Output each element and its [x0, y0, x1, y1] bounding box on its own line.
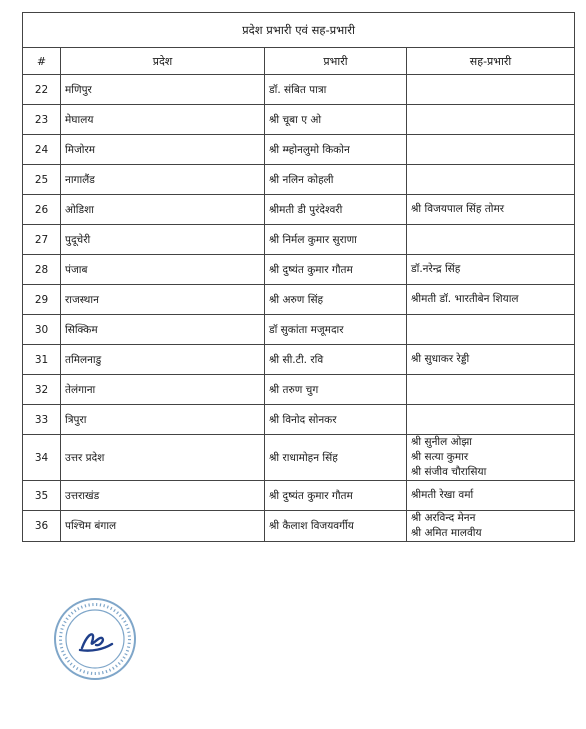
row-number: 24: [23, 135, 61, 165]
row-number: 29: [23, 285, 61, 315]
incharge-name: श्री चूबा ए ओ: [265, 105, 407, 135]
row-number: 31: [23, 345, 61, 375]
incharge-name: श्री दुष्यंत कुमार गौतम: [265, 481, 407, 511]
state-name: मणिपुर: [61, 75, 265, 105]
row-number: 26: [23, 195, 61, 225]
co-incharge-name: श्री सुनील ओझा: [411, 436, 472, 448]
co-incharge-cell: [407, 195, 575, 225]
co-incharge-name: श्रीमती रेखा वर्मा: [411, 489, 474, 501]
incharge-name: श्री राधामोहन सिंह: [265, 435, 407, 481]
co-incharge-cell: [407, 435, 575, 481]
co-incharge-cell: [407, 375, 575, 405]
row-number: 22: [23, 75, 61, 105]
co-incharge-cell: [407, 255, 575, 285]
row-number: 32: [23, 375, 61, 405]
incharge-name: डॉ सुकांता मजूमदार: [265, 315, 407, 345]
co-incharge-name: श्री संजीव चौरासिया: [411, 466, 487, 478]
co-incharge-cell: [407, 405, 575, 435]
table-row: [23, 75, 575, 105]
co-incharge-name: श्री अमित मालवीय: [411, 527, 482, 539]
incharge-name: श्री सी.टी. रवि: [265, 345, 407, 375]
co-incharge-cell: [407, 135, 575, 165]
incharge-name: श्रीमती डी पुरंदेश्वरी: [265, 195, 407, 225]
co-incharge-cell: [407, 225, 575, 255]
table-row: [23, 375, 575, 405]
incharge-name: श्री नलिन कोहली: [265, 165, 407, 195]
incharge-name: श्री दुष्यंत कुमार गौतम: [265, 255, 407, 285]
incharge-name: श्री विनोद सोनकर: [265, 405, 407, 435]
table-row: [23, 345, 575, 375]
incharge-name: श्री म्म्होनलुमो किकोन: [265, 135, 407, 165]
table-row: [23, 225, 575, 255]
incharge-name: श्री निर्मल कुमार सुराणा: [265, 225, 407, 255]
header-number: #: [23, 48, 61, 75]
co-incharge-name: श्री सत्या कुमार: [411, 451, 469, 463]
table-row: [23, 315, 575, 345]
table-row: [23, 165, 575, 195]
party-seal-icon: [52, 596, 138, 682]
co-incharge-cell: [407, 165, 575, 195]
row-number: 23: [23, 105, 61, 135]
row-number: 30: [23, 315, 61, 345]
co-incharge-cell: [407, 481, 575, 511]
state-name: पंजाब: [61, 255, 265, 285]
table-header-row: [23, 48, 575, 75]
state-name: उत्तराखंड: [61, 481, 265, 511]
incharge-table: [22, 12, 575, 542]
co-incharge-name: श्री अरविन्द मेनन: [411, 512, 476, 524]
state-name: मिजोरम: [61, 135, 265, 165]
header-co-incharge: सह-प्रभारी: [407, 48, 575, 75]
incharge-name: श्री कैलाश विजयवर्गीय: [265, 511, 407, 542]
row-number: 25: [23, 165, 61, 195]
table-title-row: [23, 13, 575, 48]
co-incharge-name: श्रीमती डॉ. भारतीबेन शियाल: [411, 293, 519, 305]
co-incharge-cell: [407, 105, 575, 135]
row-number: 35: [23, 481, 61, 511]
table-row: [23, 135, 575, 165]
table-row: [23, 255, 575, 285]
state-name: नागालैंड: [61, 165, 265, 195]
table-title: प्रदेश प्रभारी एवं सह-प्रभारी: [23, 13, 575, 48]
header-state: प्रदेश: [61, 48, 265, 75]
state-name: राजस्थान: [61, 285, 265, 315]
co-incharge-cell: [407, 511, 575, 542]
row-number: 27: [23, 225, 61, 255]
incharge-name: डॉ. संबित पात्रा: [265, 75, 407, 105]
co-incharge-cell: [407, 75, 575, 105]
co-incharge-name: श्री विजयपाल सिंह तोमर: [411, 203, 505, 215]
table-row: [23, 285, 575, 315]
state-name: मेघालय: [61, 105, 265, 135]
co-incharge-name: डॉ.नरेन्द्र सिंह: [411, 263, 461, 275]
co-incharge-cell: [407, 285, 575, 315]
row-number: 34: [23, 435, 61, 481]
state-name: त्रिपुरा: [61, 405, 265, 435]
table-row: [23, 481, 575, 511]
row-number: 36: [23, 511, 61, 542]
state-name: तमिलनाडु: [61, 345, 265, 375]
state-name: उत्तर प्रदेश: [61, 435, 265, 481]
table-row: [23, 105, 575, 135]
table-row: [23, 405, 575, 435]
table-body: [23, 75, 575, 542]
co-incharge-cell: [407, 345, 575, 375]
state-name: सिक्किम: [61, 315, 265, 345]
co-incharge-cell: [407, 315, 575, 345]
incharge-name: श्री तरुण चुग: [265, 375, 407, 405]
table-row: [23, 511, 575, 542]
document-sheet: [22, 12, 574, 542]
state-name: ओडिशा: [61, 195, 265, 225]
row-number: 33: [23, 405, 61, 435]
state-name: पश्चिम बंगाल: [61, 511, 265, 542]
header-incharge: प्रभारी: [265, 48, 407, 75]
co-incharge-name: श्री सुधाकर रेड्डी: [411, 353, 470, 365]
state-name: पुदूचेरी: [61, 225, 265, 255]
incharge-name: श्री अरुण सिंह: [265, 285, 407, 315]
row-number: 28: [23, 255, 61, 285]
state-name: तेलंगाना: [61, 375, 265, 405]
table-row: [23, 195, 575, 225]
table-row: [23, 435, 575, 481]
